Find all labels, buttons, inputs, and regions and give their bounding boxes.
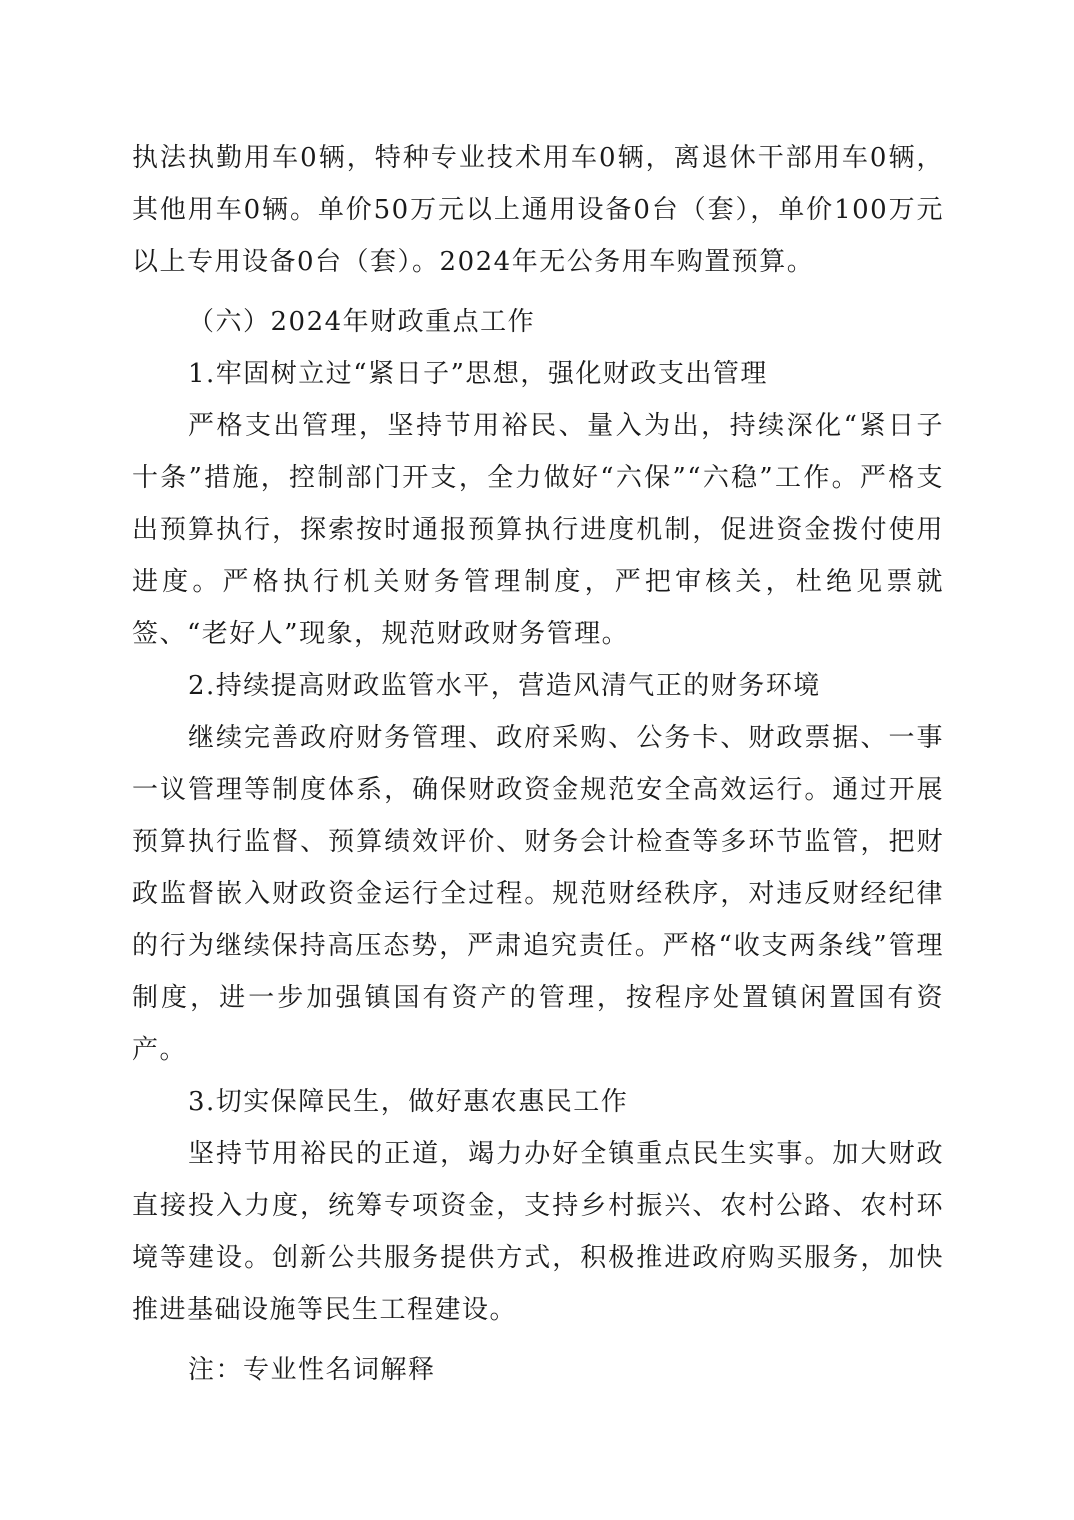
item3-body: 坚持节用裕民的正道，竭力办好全镇重点民生实事。加大财政直接投入力度，统筹专项资金，支持乡村振兴、农村公路、农村环境等建设。创新公共服务提供方式，积极推进政府购买服务，加快推进基础设施等民生工程建设。	[132, 1139, 944, 1325]
section-heading: （六）2024年财政重点工作	[188, 307, 536, 337]
item1-title: 1.牢固树立过“紧日子”思想，强化财政支出管理	[188, 359, 768, 389]
paragraph-intro: 执法执勤用车0辆，特种专业技术用车0辆，离退休干部用车0辆，其他用车0辆。单价50万元以上通用设备0台（套），单价100万元以上专用设备0台（套）。2024年无公务用车购置预算。	[132, 143, 944, 277]
document-page	[132, 132, 944, 1396]
note-line: 注：专业性名词解释	[188, 1355, 436, 1385]
item2-body: 继续完善政府财务管理、政府采购、公务卡、财政票据、一事一议管理等制度体系，确保财政资金规范安全高效运行。通过开展预算执行监督、预算绩效评价、财务会计检查等多环节监管，把财政监督嵌入财政资金运行全过程。规范财经秩序，对违反财经纪律的行为继续保持高压态势，严肃追究责任。严格“收支两条线”管理制度，进一步加强镇国有资产的管理，按程序处置镇闲置国有资产。	[132, 723, 944, 1065]
item3-title: 3.切实保障民生，做好惠农惠民工作	[188, 1087, 629, 1117]
item1-body: 严格支出管理，坚持节用裕民、量入为出，持续深化“紧日子十条”措施，控制部门开支，全力做好“六保”“六稳”工作。严格支出预算执行，探索按时通报预算执行进度机制，促进资金拨付使用进度。严格执行机关财务管理制度，严把审核关，杜绝见票就签、“老好人”现象，规范财政财务管理。	[132, 411, 944, 649]
item2-title: 2.持续提高财政监管水平，营造风清气正的财务环境	[188, 671, 821, 701]
